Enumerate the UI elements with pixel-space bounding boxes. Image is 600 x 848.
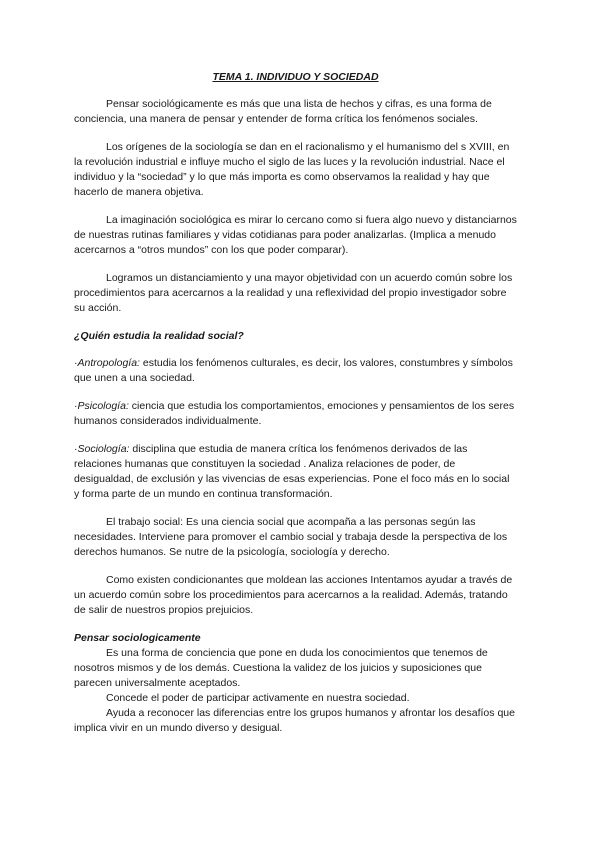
discipline-description: disciplina que estudia de manera crítica los fenómenos derivados de las relaciones humanas que constituyen la sociedad . Analiza relaciones de poder, de desigualdad, de exclusión y las vivencias de esas experiencias. Pone el foco más en lo social y forma parte de un mundo en continua transformación. <box>74 443 510 500</box>
discipline-term: ·Psicología: <box>74 400 129 412</box>
section-heading-who-studies: ¿Quién estudia la realidad social? <box>74 330 244 342</box>
paragraph-social-work: El trabajo social: Es una ciencia social que acompaña a las personas según las necesidades. Interviene para promover el cambio social y trabaja desde la perspectiva de los derechos humanos. Se nutre de la psicología, sociología y derecho. <box>74 516 508 558</box>
paragraph-imagination: La imaginación sociológica es mirar lo cercano como si fuera algo nuevo y distanciarnos de nuestras rutinas familiares y vidas cotidianas para poder analizarlas. (Implica a menudo acercarnos a “otros mundos” con los que poder comparar). <box>74 214 517 256</box>
paragraph-conditioning: Como existen condicionantes que moldean las acciones Intentamos ayudar a través de un acuerdo común sobre los procedimientos para acercarnos a la realidad. Además, tratando de salir de nuestros propios prejuicios. <box>74 574 513 616</box>
discipline-sociology <box>74 442 517 502</box>
document-title: TEMA 1. INDIVIDUO Y SOCIEDAD <box>212 71 379 83</box>
section-heading-think-sociologically: Pensar sociologicamente <box>74 632 201 644</box>
paragraph-objectivity: Logramos un distanciamiento y una mayor objetividad con un acuerdo común sobre los procedimientos para acercarnos a la realidad y una reflexividad del propio investigador sobre su acción. <box>74 272 513 314</box>
discipline-term: ·Sociología: <box>74 443 130 455</box>
think-line-power: Concede el poder de participar activamente en nuestra sociedad. <box>106 692 410 704</box>
think-line-differences: Ayuda a reconocer las diferencias entre los grupos humanos y afrontar los desafíos que implica vivir en un mundo diverso y desigual. <box>74 707 515 734</box>
discipline-description: ciencia que estudia los comportamientos, emociones y pensamientos de los seres humanos considerados individualmente. <box>74 400 515 427</box>
discipline-anthropology <box>74 356 517 386</box>
discipline-term: ·Antropología: <box>74 357 140 369</box>
discipline-psychology <box>74 399 517 429</box>
paragraph-intro: Pensar sociológicamente es más que una lista de hechos y cifras, es una forma de conciencia, una manera de pensar y entender de forma crítica los fenómenos sociales. <box>74 98 492 125</box>
discipline-description: estudia los fenómenos culturales, es decir, los valores, constumbres y símbolos que unen a una sociedad. <box>74 357 513 384</box>
think-line-awareness: Es una forma de conciencia que pone en duda los conocimientos que tenemos de nosotros mismos y de los demás. Cuestiona la validez de los juicios y suposiciones que parecen universalmente aceptados. <box>74 647 488 689</box>
paragraph-origins: Los orígenes de la sociología se dan en el racionalismo y el humanismo del s XVIII, en la revolución industrial e influye mucho el siglo de las luces y la revolución industrial. Nace el individuo y la “sociedad” y lo que más importa es como observamos la realidad y hay que hacerlo de manera objetiva. <box>74 141 510 198</box>
